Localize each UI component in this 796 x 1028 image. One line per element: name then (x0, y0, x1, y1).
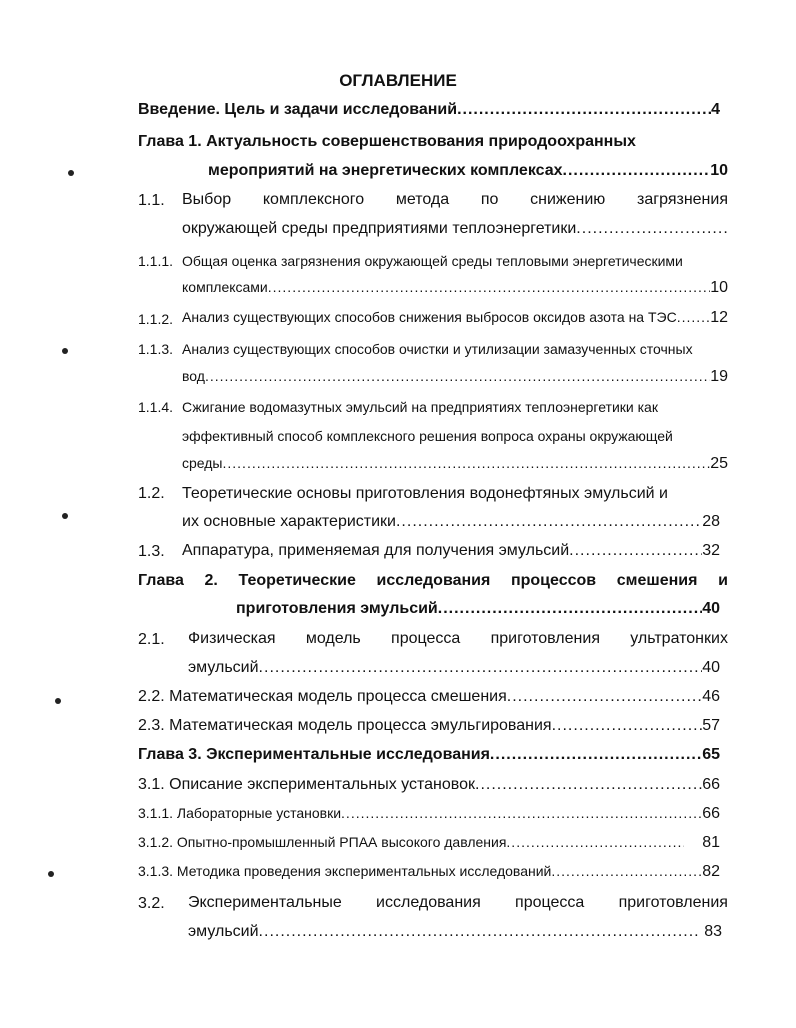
toc-num-1-1-2: 1.1.2. (138, 311, 174, 327)
toc-entry-text: Введение. Цель и задачи исследований (138, 101, 458, 118)
toc-entry-text: 3.1.2. Опытно-промышленный РПАА высокого давления (138, 834, 507, 850)
toc-entry-text: эмульсий (188, 923, 259, 940)
leader-dots (457, 101, 711, 119)
toc-page-number: 81 (702, 834, 720, 851)
toc-1-2-line2[interactable] (182, 513, 720, 531)
toc-3-1[interactable] (138, 776, 720, 794)
toc-num-1-1-4: 1.1.4. (138, 399, 174, 415)
toc-entry-text: мероприятий на энергетических комплексах (208, 162, 563, 179)
leader-dots (205, 368, 710, 386)
leader-dots (551, 863, 702, 881)
leader-dots (259, 659, 703, 677)
toc-1-1-line2[interactable] (182, 220, 728, 238)
leader-dots (677, 309, 711, 327)
toc-page-number: 65 (702, 746, 720, 763)
toc-2-1-line2[interactable] (188, 659, 720, 677)
toc-entry-text: 3.1.3. Методика проведения экспериментальных исследований (138, 863, 552, 879)
toc-page-number: 46 (702, 688, 720, 705)
leader-dots (438, 600, 702, 618)
toc-1-2-line1: Теоретические основы приготовления водонефтяных эмульсий и (182, 485, 668, 502)
toc-1-1-2[interactable] (182, 309, 728, 327)
toc-1-1-3-line2[interactable] (182, 368, 728, 386)
toc-2-1-line1: Физическая модель процесса приготовления ультратонких (188, 630, 728, 647)
toc-1-1-line1[interactable]: Выбор комплексного метода по снижению загрязнения (182, 191, 728, 208)
toc-entry-text: окружающей среды предприятиями теплоэнергетики (182, 220, 577, 237)
toc-entry-text: среды (182, 455, 223, 471)
leader-dots (576, 220, 728, 238)
toc-num-1-3: 1.3. (138, 543, 165, 560)
margin-dot (55, 698, 61, 704)
leader-dots (341, 805, 702, 823)
toc-entry-intro[interactable] (138, 101, 720, 119)
toc-page-number: 19 (710, 368, 728, 385)
margin-dot (68, 170, 74, 176)
leader-dots (563, 162, 711, 180)
leader-dots (259, 923, 699, 941)
margin-dot (48, 871, 54, 877)
toc-page-number: 66 (702, 805, 720, 822)
leader-dots (552, 717, 703, 735)
toc-chapter-2[interactable] (236, 600, 720, 618)
leader-dots (268, 279, 710, 297)
toc-3-2-line2[interactable] (188, 923, 722, 941)
toc-page-number: 25 (710, 455, 728, 472)
toc-entry-text: Анализ существующих способов снижения выбросов оксидов азота на ТЭС (182, 309, 677, 325)
toc-1-1-1-line2[interactable] (182, 279, 728, 297)
toc-3-1-2[interactable] (138, 834, 720, 852)
toc-page-number: 40 (702, 600, 720, 617)
toc-num-1-1: 1.1. (138, 192, 165, 209)
margin-dot (62, 513, 68, 519)
toc-page-number: 10 (710, 279, 728, 296)
toc-3-1-3[interactable] (138, 863, 720, 881)
page-title: ОГЛАВЛЕНИЕ (339, 71, 457, 90)
leader-dots (396, 513, 702, 531)
toc-1-3[interactable] (182, 542, 720, 560)
toc-num-3-2: 3.2. (138, 895, 165, 912)
toc-page-number: 12 (710, 309, 728, 326)
toc-page-number: 66 (702, 776, 720, 793)
toc-1-1-1-line1: Общая оценка загрязнения окружающей среды тепловыми энергетическими (182, 253, 683, 269)
toc-page-number: 57 (702, 717, 720, 734)
margin-dot (62, 348, 68, 354)
toc-entry-text: 2.2. Математическая модель процесса смешения (138, 688, 507, 705)
toc-3-1-1[interactable] (138, 805, 720, 823)
toc-entry-text: их основные характеристики (182, 513, 396, 530)
toc-entry-text: Глава 3. Экспериментальные исследования (138, 746, 490, 763)
toc-entry-text: 3.1.1. Лабораторные установки (138, 805, 342, 821)
toc-1-1-3-line1: Анализ существующих способов очистки и утилизации замазученных сточных (182, 341, 693, 357)
toc-entry-text: вод (182, 368, 205, 384)
toc-entry-text: эмульсий (188, 659, 259, 676)
leader-dots (475, 776, 702, 794)
leader-dots (223, 455, 711, 473)
toc-1-1-4-line1: Сжигание водомазутных эмульсий на предприятиях теплоэнергетики как (182, 399, 658, 415)
toc-1-1-4-line3[interactable] (182, 455, 728, 473)
toc-entry-text: 2.3. Математическая модель процесса эмульгирования (138, 717, 552, 734)
toc-chapter-1-line1: Глава 1. Актуальность совершенствования природоохранных (138, 133, 636, 150)
toc-2-2[interactable] (138, 688, 720, 706)
toc-1-1-4-line2: эффективный способ комплексного решения вопроса охраны окружающей (182, 428, 673, 444)
toc-entry-text: Аппаратура, применяемая для получения эмульсий (182, 542, 570, 559)
leader-dots (490, 746, 702, 764)
toc-chapter-1[interactable] (208, 162, 728, 180)
toc-page-number: 40 (702, 659, 720, 676)
toc-chapter-3[interactable] (138, 746, 720, 764)
toc-num-1-2: 1.2. (138, 485, 165, 502)
toc-page-number: 4 (711, 101, 720, 118)
toc-2-3[interactable] (138, 717, 720, 735)
toc-page-number: 83 (704, 923, 722, 940)
toc-page-number: 10 (710, 162, 728, 179)
toc-num-1-1-3: 1.1.3. (138, 341, 174, 357)
leader-dots (569, 542, 702, 560)
toc-chapter-2-line1: Глава 2. Теоретические исследования процессов смешения и (138, 572, 728, 589)
toc-page-number: 28 (702, 513, 720, 530)
toc-3-2-line1: Экспериментальные исследования процесса приготовления (188, 894, 728, 911)
leader-dots (507, 688, 702, 706)
toc-page-number: 32 (702, 542, 720, 559)
toc-page-number: 82 (702, 863, 720, 880)
toc-entry-text: комплексами (182, 279, 268, 295)
toc-num-1-1-1: 1.1.1. (138, 253, 174, 269)
toc-entry-text: приготовления эмульсий (236, 600, 438, 617)
toc-num-2-1: 2.1. (138, 631, 165, 648)
toc-entry-text: 3.1. Описание экспериментальных установок (138, 776, 475, 793)
leader-dots (506, 834, 684, 852)
